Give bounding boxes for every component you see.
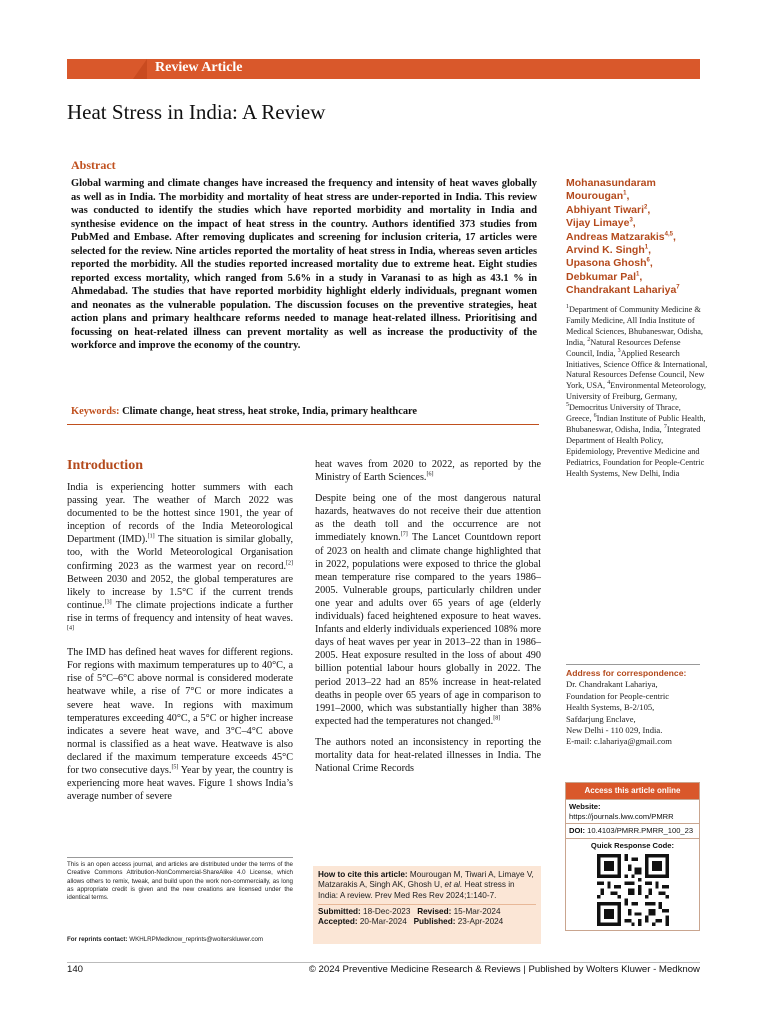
paragraph: India is experiencing hotter summers with each passing year. The weather of March 2022 was documented to be the hottest since 1901, the year of inception of records of the India Meteorological Department (IMD).[1] The situation is similar globally, too, with the World Meteorological Organisation confirming 2023 as the warmest year on record.[2] Between 2030 and 2052, the global temperatures are likely to increase by 1.5°C if the current trends continue.[3] The climate projections indicate a further rise in terms of frequency and intensity of heat waves.[4] (67, 482, 293, 632)
paragraph: The IMD has defined heat waves for different regions. For regions with maximum temperatures up to 40°C, a rise of 5°C–6°C above normal is considered moderate heatwave while, a rise of 7°C or more indicates a severe heat wave. In regions with maximum temperatures exceeding 40°C, a 5°C or higher increase indicates a severe heat wave, and 3°C–4°C above normal is classified as a heat wave. Heatwave is also declared if the maximum temperature exceeds 45°C for two consecutive days.[5] Year by year, the country is experiencing more heat waves. Figure 1 shows India’s average number of severe (67, 647, 293, 803)
author-item: Arvind K. Singh$^1$, (566, 244, 652, 257)
copyright-notice: © 2024 Preventive Medicine Research & Reviews | Published by Wolters Kluwer - Medknow (308, 964, 700, 975)
citation-text: How to cite this article: Mourougan M, Tiwari A, Limaye V, Matzarakis A, Singh AK, Ghosh U, et al. Heat stress in India: A review. Prev Med Res Rev 2024;1:140-7. (318, 870, 534, 900)
author-item: Mohanasundaram Mourougan$^1$, (566, 177, 656, 203)
access-online-box (565, 782, 700, 931)
doi-row[interactable]: DOI: 10.4103/PMRR.PMRR_100_23 (566, 823, 699, 838)
section-banner (67, 59, 700, 79)
author-item: Chandrakant Lahariya$^7$ (566, 284, 680, 297)
section-label: Review Article (155, 60, 243, 75)
reprints-contact: For reprints contact: WKHLRPMedknow_reprints@wolterskluwer.com (67, 936, 264, 943)
paragraph: Despite being one of the most dangerous natural hazards, heatwaves do not receive their due attention as the death toll and the occurrence are not immediately known.[7] The Lancet Countdown report of 2023 on health and climate change highlighted that in 2022, populations were exposed to thrice the global mean temperature rise compared to the years 1986–2005. Vulnerable groups, particularly children under one year and adults over 65 years of age (elderly individuals) faced heightened exposure to heat waves. Infants and elderly individuals experienced 108% more days of heat waves per year in 2013–22 than in 1986–2005. Heat exposure resulted in the loss of about 490 billion potential labour hours globally in 2022. The period 2013–22 had an 85% increase in heat-related deaths in people over 65 years of age in comparison to 1991–2000, which was substantially higher than 38% expected had the temperatures not changed.[8] (315, 493, 541, 727)
access-heading: Access this article online (566, 783, 699, 799)
keywords-label: Keywords: (71, 406, 120, 417)
page-number: 140 (67, 964, 84, 975)
correspondence-address (566, 668, 708, 748)
address-line: Safdarjung Enclave, (566, 713, 636, 724)
address-line: Dr. Chandrakant Lahariya, (566, 679, 658, 690)
email-link[interactable]: E-mail: c.lahariya@gmail.com (566, 736, 672, 747)
license-text: This is an open access journal, and articles are distributed under the terms of the Creative Commons Attribution-NonCommercial-ShareAlike 4.0 License, which allows others to remix, tweak, and build upon the work non-commercially, as long as appropriate credit is given and the new creations are licensed under the identical terms. (67, 861, 293, 902)
abstract-text: Global warming and climate changes have increased the frequency and intensity of heat waves globally as well as in India. The morbidity and mortality of heat stress are under-reported in India. This review was conducted to identify the studies which have reported morbidity and mortality in India and synthesise evidence on the impact of heat stress in the country. Authors identified 373 studies from PubMed and Embase. After removing duplicates and screening for inclusion criteria, 17 articles were selected for the review. Nine articles reported the mortality of heat stress in India, whereas seven articles reported the morbidity. All the studies reported increased mortality due to extreme heat. Eight studies reported excess mortality, which ranged from 5.6% in a study in Varanasi to as high as 43.1 % in Ahmedabad. The studies that have reported morbidity highlight elderly individuals, pregnant women and neonates as the vulnerable population. The discussion focuses on the preventive strategies, heat action plans and primary healthcare reforms needed to manage heat-related illness. Prioritising and focussing on heat-related illness can prevent mortality as well as increase the productivity of the workforce and improve the economy of the country. (71, 178, 537, 351)
citation-dates: Submitted: 18-Dec-2023 Revised: 15-Mar-2024 Accepted: 20-Mar-2024 Published: 23-Apr-2024 (318, 904, 536, 928)
footer-divider (67, 962, 700, 963)
citation-box (313, 866, 541, 944)
article-title: Heat Stress in India: A Review (67, 100, 326, 124)
address-line: Foundation for People-centric (566, 690, 670, 701)
keywords-divider (67, 424, 539, 425)
license-divider (67, 857, 293, 858)
qr-label: Quick Response Code: (566, 838, 699, 852)
keywords (71, 406, 537, 417)
correspondence-heading: Address for correspondence: (566, 668, 687, 678)
reprints-email-link[interactable]: WKHLRPMedknow_reprints@wolterskluwer.com (127, 936, 264, 943)
qr-code-icon[interactable] (597, 854, 669, 926)
introduction-heading: Introduction (67, 458, 143, 473)
author-item: Upasona Ghosh$^6$, (566, 257, 653, 270)
body-column-right (315, 458, 541, 783)
website-row[interactable]: Website: https://journals.lww.com/PMRR (566, 799, 699, 823)
address-line: Health Systems, B-2/105, (566, 702, 655, 713)
correspondence-divider (566, 664, 700, 665)
paragraph: heat waves from 2020 to 2022, as reported by the Ministry of Earth Sciences.[6] (315, 459, 541, 484)
author-item: Abhiyant Tiwari$^2$, (566, 203, 651, 216)
affiliations: $^1$Department of Community Medicine & Family Medicine, All India Institute of Medical Sciences, Bhubaneswar, Odisha, India, $^2$Natural Resources Defense Council, India, $^3$Applied Research Initiatives, Science Office & International, Natural Resources Defense Council, New York, USA, $^4$Environmental Meteorology, University of Freiburg, Germany, $^5$Democritus University of Thrace, Greece, $^6$Indian Institute of Public Health, Bhubaneswar, Odisha, India, $^7$Integrated Department of Health Policy, Epidemiology, Preventive Medicine and Pediatrics, Foundation for People-Centric Health Systems, New Delhi, India (566, 304, 708, 478)
author-item: Vijay Limaye$^3$, (566, 217, 636, 230)
keywords-text: Climate change, heat stress, heat stroke, India, primary healthcare (122, 406, 418, 417)
author-item: Andreas Matzarakis$^{4,5}$, (566, 230, 676, 243)
author-item: Debkumar Pal$^1$, (566, 270, 643, 283)
author-list (566, 177, 706, 298)
abstract-heading: Abstract (71, 158, 116, 172)
address-line: New Delhi - 110 029, India. (566, 725, 663, 736)
paragraph: The authors noted an inconsistency in reporting the mortality data for heat-related illnesses in India. The National Crime Records (315, 736, 541, 775)
body-column-left (67, 481, 293, 811)
